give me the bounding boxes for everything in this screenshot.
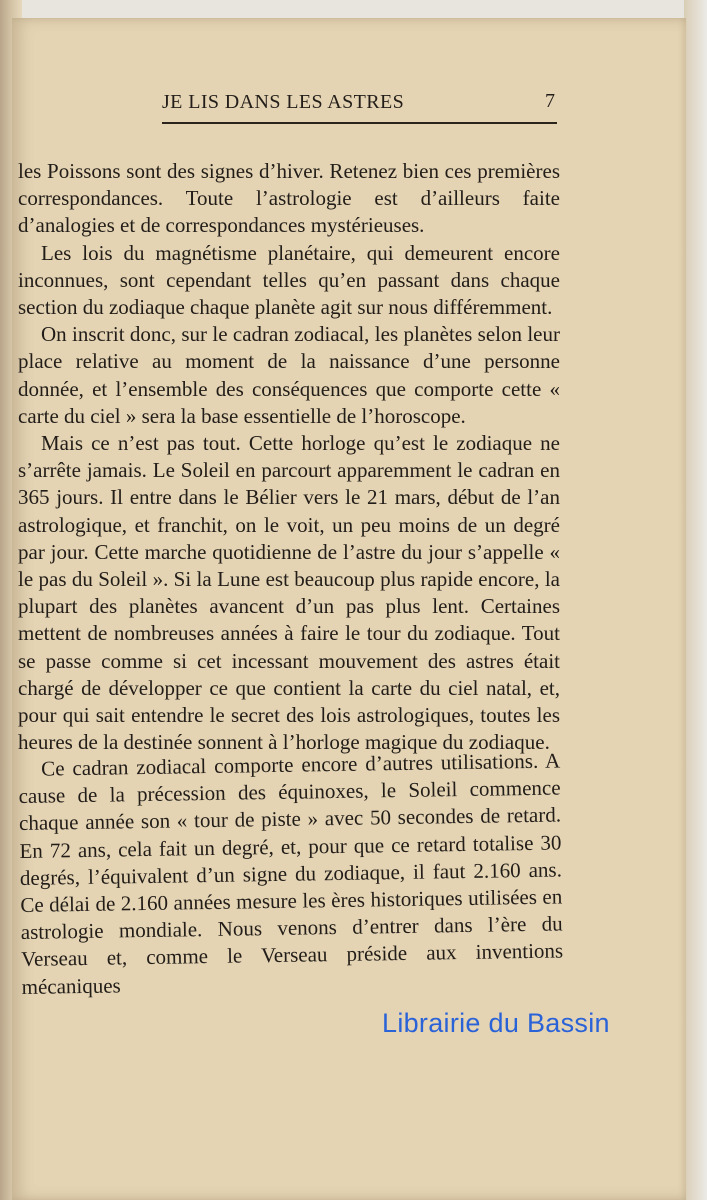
paragraph-3: On inscrit donc, sur le cadran zodiacal, les planètes selon leur place relative au moment de la naissance d’une personne donnée, et l’ensemble des conséquences que comporte cette « carte du ciel » sera la base essentielle de l’horoscope. bbox=[18, 322, 560, 428]
paragraph-4: Mais ce n’est pas tout. Cette horloge qu’est le zodiaque ne s’arrête jamais. Le Soleil en parcourt apparemment le cadran en 365 jours. Il entre dans le Bélier vers le 21 mars, début de l’an astrologique, et franchit, on le voit, un peu moins de un degré par jour. Cette marche quotidienne de l’astre du jour s’appelle « le pas du Soleil ». Si la Lune est beaucoup plus rapide encore, la plupart des planètes avancent d’un pas plus lent. Certaines mettent de nombreuses années à faire le tour du zodiaque. Tout se passe comme si cet incessant mouvement des astres était chargé de développer ce que contient la carte du ciel natal, et, pour qui sait entendre le secret des lois astrologiques, toutes les heures de la destinée sonnent à l’horloge magique du zodiaque. bbox=[18, 431, 560, 755]
paragraph-5: Ce cadran zodiacal comporte encore d’autres utilisations. A cause de la précession des équinoxes, le Soleil commence chaque année son « tour de piste » avec 50 secondes de retard. En 72 ans, cela fait un degré, et, pour que ce retard totalise 30 degrés, l’équivalent d’un signe du zodiaque, il faut 2.160 ans. Ce délai de 2.160 années mesure les ères historiques utilisées en astrologie mondiale. Nous venons d’entrer dans l’ère du Verseau et, comme le Verseau préside aux inventions mécaniques bbox=[18, 748, 564, 1000]
paragraph-1: les Poissons sont des signes d’hiver. Retenez bien ces premières correspondances. Toute l’astrologie est d’ailleurs faite d’analogies et de correspondances mystérieuses. bbox=[18, 159, 560, 238]
page-edge bbox=[684, 0, 707, 1200]
running-title: JE LIS DANS LES ASTRES bbox=[162, 91, 405, 113]
page-body-text bbox=[18, 158, 564, 1001]
page-number: 7 bbox=[545, 90, 555, 112]
watermark: Librairie du Bassin bbox=[382, 1008, 610, 1038]
paragraph-2: Les lois du magnétisme planétaire, qui demeurent encore inconnues, sont cependant telles qu’en passant dans chaque section du zodiaque chaque planète agit sur nous différemment. bbox=[18, 240, 560, 320]
running-header bbox=[162, 86, 557, 124]
